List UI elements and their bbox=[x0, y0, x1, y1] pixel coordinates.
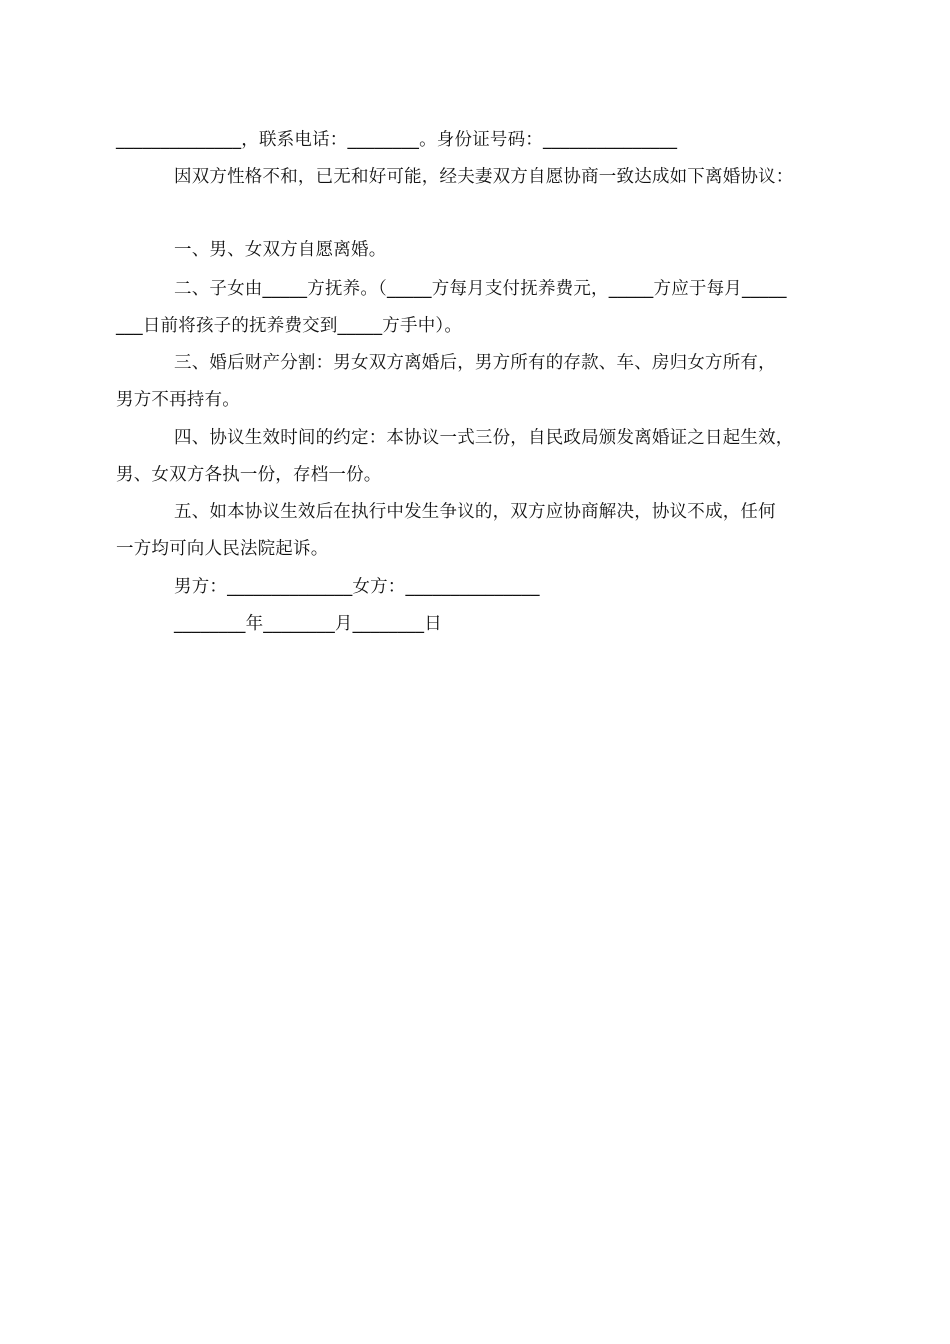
clause-2-line-1: 二、子女由_____方抚养。（_____方每月支付抚养费元，_____方应于每月_____ bbox=[174, 279, 787, 299]
clause-4-line-2: 男、女双方各执一份，存档一份。 bbox=[116, 465, 382, 485]
clause-4-line-1: 四、协议生效时间的约定：本协议一式三份，自民政局颁发离婚证之日起生效， bbox=[174, 428, 794, 448]
clause-5-line-2: 一方均可向人民法院起诉。 bbox=[116, 539, 329, 559]
signature-line: 男方：______________女方：_______________ bbox=[174, 577, 540, 597]
clause-3-line-1: 三、婚后财产分割：男女双方离婚后，男方所有的存款、车、房归女方所有， bbox=[174, 353, 776, 373]
date-line: ________年________月________日 bbox=[174, 614, 442, 634]
clause-2-line-2: ___日前将孩子的抚养费交到_____方手中）。 bbox=[116, 316, 463, 336]
clause-1: 一、男、女双方自愿离婚。 bbox=[174, 240, 387, 260]
contact-id-line: ______________，联系电话：________。身份证号码：_______________ bbox=[116, 130, 678, 150]
clause-5-line-1: 五、如本协议生效后在执行中发生争议的，双方应协商解决，协议不成，任何 bbox=[174, 502, 776, 522]
intro-paragraph: 因双方性格不和，已无和好可能，经夫妻双方自愿协商一致达成如下离婚协议： bbox=[174, 167, 794, 187]
clause-3-line-2: 男方不再持有。 bbox=[116, 390, 240, 410]
